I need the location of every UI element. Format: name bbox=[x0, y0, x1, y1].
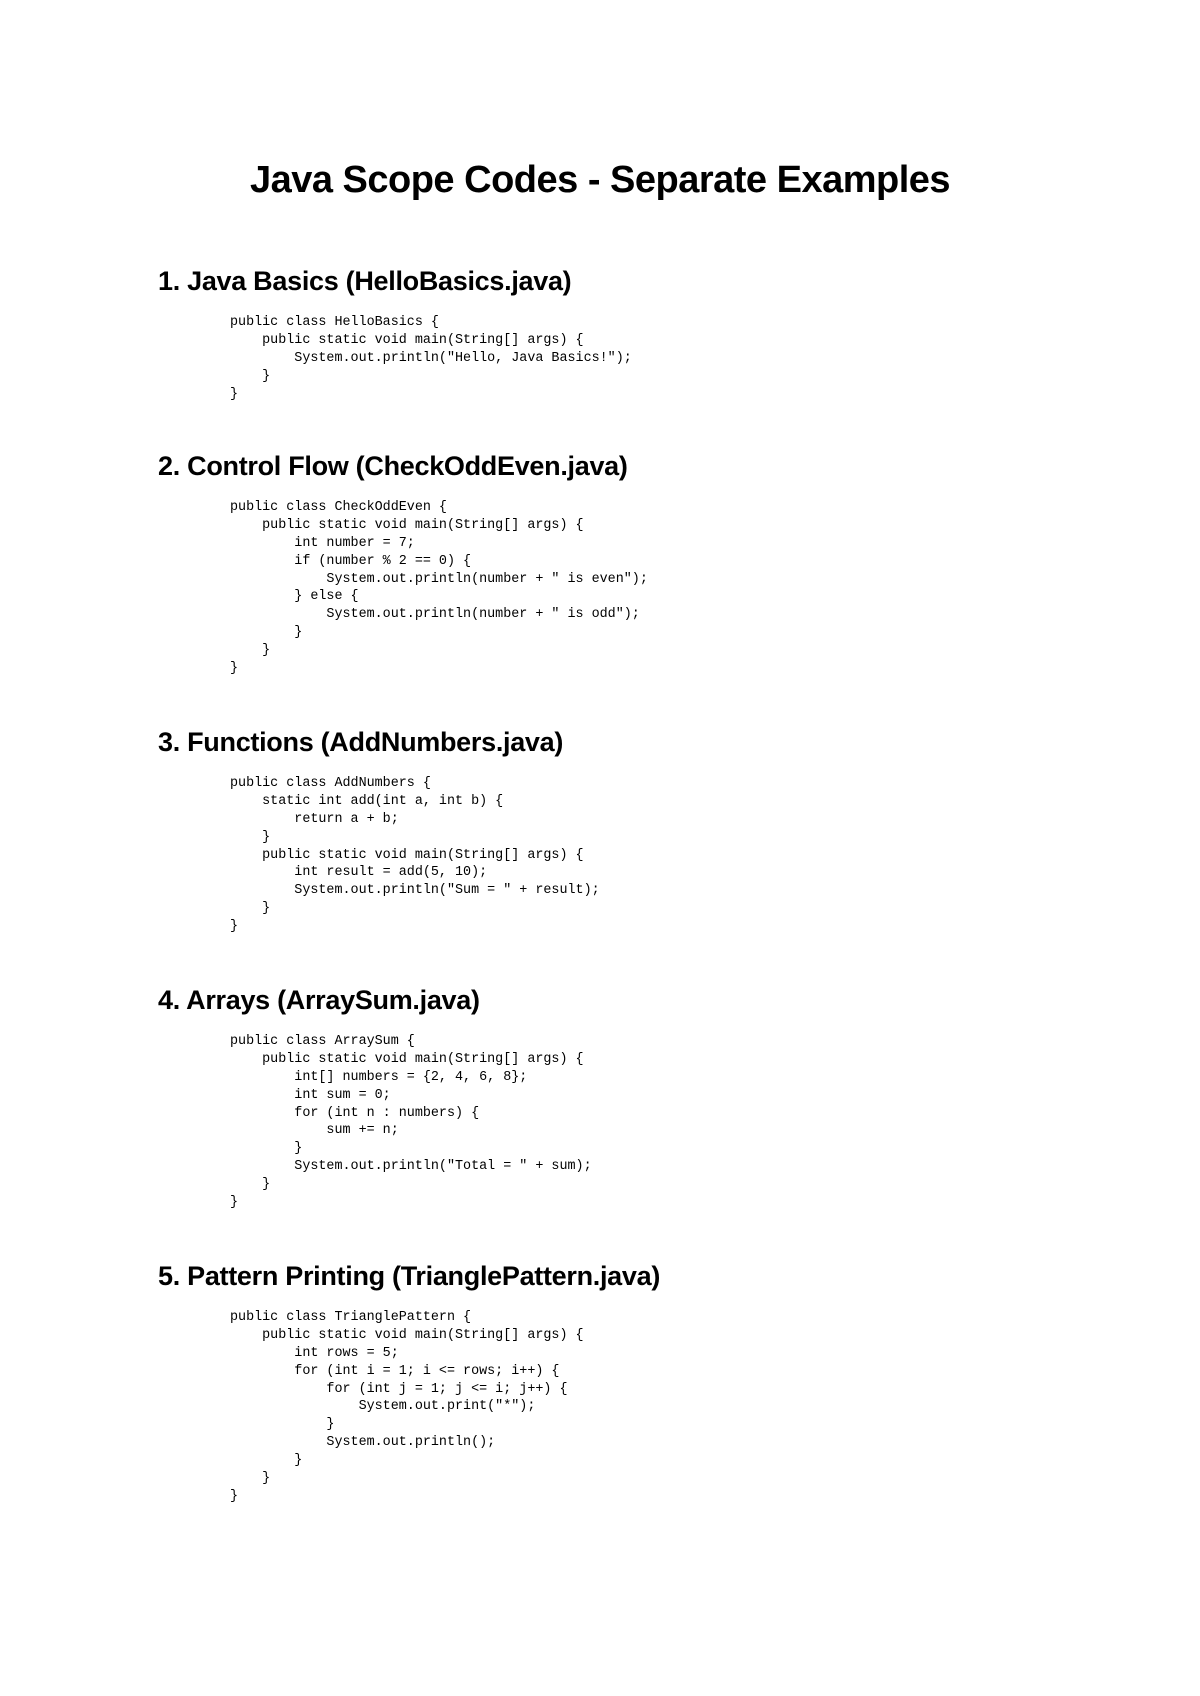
code-line: public static void main(String[] args) { bbox=[230, 517, 584, 533]
code-line: System.out.println("Hello, Java Basics!"); bbox=[230, 350, 632, 366]
code-block bbox=[230, 1309, 584, 1506]
section-heading: 5. Pattern Printing (TrianglePattern.java) bbox=[158, 1261, 661, 1291]
code-line: } else { bbox=[230, 589, 359, 605]
code-line: } bbox=[230, 386, 239, 402]
code-line: } bbox=[230, 1488, 239, 1504]
code-line: public static void main(String[] args) { bbox=[230, 332, 584, 348]
code-line: public static void main(String[] args) { bbox=[230, 847, 584, 863]
code-line: sum += n; bbox=[230, 1123, 399, 1139]
code-line: System.out.println("Total = " + sum); bbox=[230, 1159, 592, 1175]
code-line: public static void main(String[] args) { bbox=[230, 1327, 584, 1343]
code-line: return a + b; bbox=[230, 811, 399, 827]
code-line: int number = 7; bbox=[230, 535, 415, 551]
code-line: } bbox=[230, 661, 239, 677]
section-heading: 2. Control Flow (CheckOddEven.java) bbox=[158, 451, 628, 481]
code-line: System.out.println(number + " is odd"); bbox=[230, 607, 640, 623]
code-line: } bbox=[230, 368, 271, 384]
code-line: public class AddNumbers { bbox=[230, 776, 431, 791]
code-line: for (int j = 1; j <= i; j++) { bbox=[230, 1381, 568, 1397]
code-line: if (number % 2 == 0) { bbox=[230, 553, 472, 569]
section-heading: 3. Functions (AddNumbers.java) bbox=[158, 727, 564, 757]
code-line: System.out.print("*"); bbox=[230, 1399, 536, 1415]
code-line: } bbox=[230, 643, 271, 659]
code-line: public class TrianglePattern { bbox=[230, 1310, 472, 1325]
code-line: } bbox=[230, 919, 239, 935]
code-line: } bbox=[230, 901, 271, 917]
code-line: System.out.println("Sum = " + result); bbox=[230, 883, 600, 899]
section-heading: 4. Arrays (ArraySum.java) bbox=[158, 985, 480, 1015]
code-line: public class ArraySum { bbox=[230, 1034, 415, 1049]
code-line: } bbox=[230, 1177, 271, 1193]
code-line: public class CheckOddEven { bbox=[230, 500, 447, 515]
code-line: int rows = 5; bbox=[230, 1345, 399, 1361]
code-line: System.out.println(number + " is even"); bbox=[230, 571, 648, 587]
code-line: System.out.println(); bbox=[230, 1435, 496, 1451]
code-line: } bbox=[230, 1471, 271, 1487]
page-title: Java Scope Codes - Separate Examples bbox=[249, 159, 951, 201]
code-line: public class HelloBasics { bbox=[230, 315, 439, 330]
code-line: } bbox=[230, 1417, 335, 1433]
code-line: static int add(int a, int b) { bbox=[230, 793, 504, 809]
code-block bbox=[230, 314, 632, 403]
code-block bbox=[230, 499, 648, 678]
code-block bbox=[230, 775, 600, 936]
section-heading: 1. Java Basics (HelloBasics.java) bbox=[158, 266, 572, 296]
code-block bbox=[230, 1033, 592, 1212]
code-line: for (int n : numbers) { bbox=[230, 1105, 480, 1121]
code-line: } bbox=[230, 1195, 239, 1211]
code-line: int result = add(5, 10); bbox=[230, 865, 488, 881]
code-line: } bbox=[230, 625, 303, 641]
code-line: int sum = 0; bbox=[230, 1087, 391, 1103]
code-line: } bbox=[230, 1453, 303, 1469]
code-line: int[] numbers = {2, 4, 6, 8}; bbox=[230, 1069, 528, 1085]
code-line: } bbox=[230, 1141, 303, 1157]
code-line: public static void main(String[] args) { bbox=[230, 1051, 584, 1067]
code-line: } bbox=[230, 829, 271, 845]
code-line: for (int i = 1; i <= rows; i++) { bbox=[230, 1363, 560, 1379]
